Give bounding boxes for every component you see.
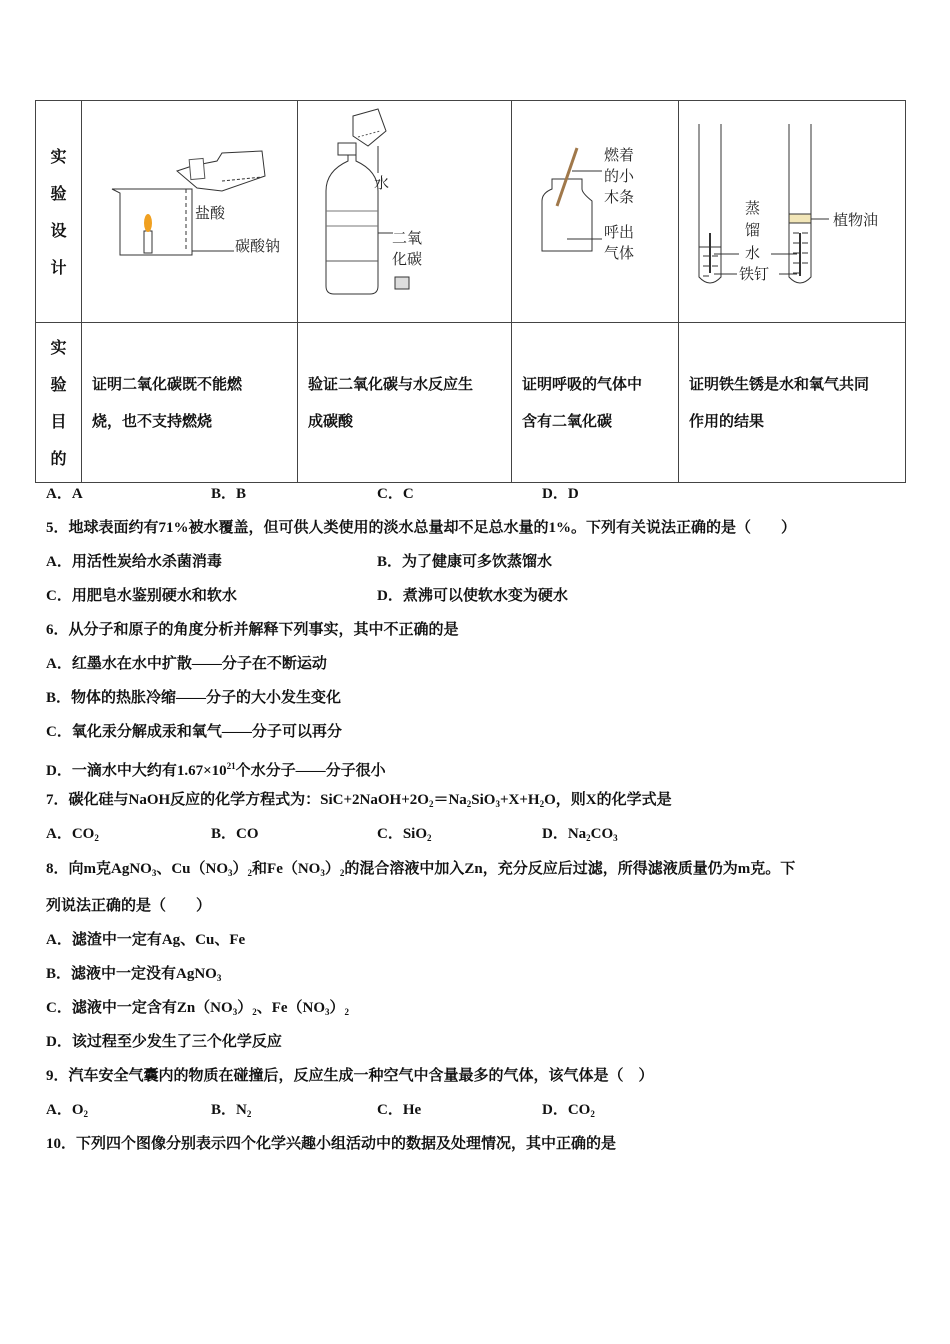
figure-breath-bottle [512,101,679,323]
subscript-text: 2 [252,1007,257,1017]
header-char: 设 [50,220,67,240]
text-segment: 、Fe（NO [256,1000,326,1016]
subscript-text: 2 [344,1007,350,1017]
q6-option-a[interactable] [46,654,327,674]
purpose-d [679,323,906,483]
q5-stem [46,518,796,538]
q5-option-a[interactable] [46,552,222,572]
label-iron-nail: 铁钉 [739,265,770,283]
subscript-text: 3 [613,833,618,843]
header-char: 的 [50,448,67,468]
purpose-b [298,323,512,483]
text-segment: D．D [542,486,579,502]
text-segment: B．滤液中一定没有AgNO [46,966,217,982]
subscript-text: 3 [216,973,222,983]
text-segment: C．C [377,486,414,502]
q9-option-d[interactable] [542,1100,595,1124]
subscript-text: 2 [586,833,591,843]
purpose-line: 烧，也不支持燃烧 [92,411,213,430]
text-segment: CO [590,826,614,842]
experiment-table [35,100,906,483]
q8-option-c[interactable] [46,998,349,1022]
q6-option-d[interactable] [46,756,386,781]
text-segment: 、Cu（NO [156,861,229,877]
figure-candle-beaker [82,101,298,323]
q8-option-a[interactable] [46,930,245,950]
text-segment: 的混合溶液中加入Zn，充分反应后过滤，所得滤液质量仍为m克。下 [344,861,796,877]
text-segment: A．O [46,1102,84,1118]
subscript-text: 2 [427,833,432,843]
text-segment: D．该过程至少发生了三个化学反应 [46,1034,282,1050]
text-segment: B．B [211,486,247,502]
purpose-line: 作用的结果 [689,411,765,430]
breath-bottle-drawing [512,101,678,323]
q9-stem [46,1066,654,1086]
row-header-design [36,101,82,323]
text-segment: 7．碳化硅与NaOH反应的化学方程式为：SiC+2NaOH+2O [46,792,429,808]
text-segment: ） [232,861,248,877]
text-segment: ） [329,1000,345,1016]
text-segment: D．一滴水中大约有1.67×10 [46,763,227,779]
candle-beaker-drawing [82,101,297,323]
text-segment: 和Fe（NO [252,861,321,877]
text-segment: D．CO [542,1102,591,1118]
subscript-text: 3 [232,1007,238,1017]
label-water: 水 [374,174,390,192]
q5-option-d[interactable] [377,586,568,606]
label-distilled-1: 蒸 [745,199,761,217]
purpose-line: 验证二氧化碳与水反应生 [308,374,474,393]
text-segment: A．用活性炭给水杀菌消毒 [46,554,222,570]
subscript-text: 2 [94,833,99,843]
q9-option-b[interactable] [211,1100,251,1124]
q6-option-b[interactable] [46,688,341,708]
q4-option-d[interactable] [542,484,579,504]
q4-option-a[interactable] [46,484,83,504]
header-char: 计 [50,257,67,277]
figure-co2-bottle [298,101,512,323]
q7-option-c[interactable] [377,824,432,848]
text-segment: B．为了健康可多饮蒸馏水 [377,554,553,570]
subscript-text: 2 [246,1109,252,1119]
text-segment: D．煮沸可以使软水变为硬水 [377,588,568,604]
header-char: 实 [50,337,67,357]
q5-option-c[interactable] [46,586,237,606]
subscript-text: 2 [247,868,253,878]
label-exhaled-gas-2: 气体 [604,244,635,262]
text-segment: A．红墨水在水中扩散——分子在不断运动 [46,656,327,672]
purpose-a [82,323,298,483]
subscript-text: 3 [495,799,500,809]
header-char: 验 [50,374,67,394]
label-distilled-2: 馏 [745,221,761,239]
subscript-text: 2 [590,1109,595,1119]
text-segment: ） [237,1000,253,1016]
subscript-text: 3 [151,868,157,878]
figure-iron-rust-tubes [679,101,906,323]
subscript-text: 3 [228,868,233,878]
text-segment: B．CO [211,826,259,842]
text-segment: C．氧化汞分解成汞和氧气——分子可以再分 [46,724,342,740]
q8-option-d[interactable] [46,1032,282,1052]
text-segment: 个水分子——分子很小 [235,763,386,779]
text-segment: A．滤渣中一定有Ag、Cu、Fe [46,932,246,948]
text-segment: A．CO [46,826,95,842]
q7-option-d[interactable] [542,824,618,848]
label-hydrochloric-acid: 盐酸 [195,204,226,222]
label-burning-stick-1: 燃着 [604,146,635,164]
text-segment: C．滤液中一定含有Zn（NO [46,1000,233,1016]
label-co2-line2: 化碳 [392,250,423,268]
q6-option-c[interactable] [46,722,342,742]
label-sodium-carbonate: 碳酸钠 [235,237,281,255]
co2-bottle-drawing [298,101,511,323]
q10-stem [46,1134,616,1154]
text-segment: 9．汽车安全气囊内的物质在碰撞后，反应生成一种空气中含量最多的气体，该气体是（ ） [46,1068,654,1084]
text-segment: D．Na [542,826,587,842]
subscript-text: 2 [539,799,545,809]
text-segment: 6．从分子和原子的角度分析并解释下列事实，其中不正确的是 [46,622,459,638]
purpose-c [512,323,679,483]
q7-stem [46,790,672,814]
q4-option-b[interactable] [211,484,246,504]
text-segment: 列说法正确的是（ ） [46,898,212,914]
q9-option-c[interactable] [377,1100,421,1120]
label-burning-stick-2: 的小 [604,167,635,185]
subscript-text: 2 [466,799,472,809]
header-char: 验 [50,183,67,203]
label-burning-stick-3: 木条 [604,188,635,206]
q7-option-b[interactable] [211,824,259,844]
text-segment: ） [324,861,340,877]
text-segment: C．用肥皂水鉴别硬水和软水 [46,588,237,604]
q7-option-a[interactable] [46,824,99,848]
text-segment: C．He [377,1102,422,1118]
q8-stem-line1 [46,859,795,883]
text-segment: 5．地球表面约有71%被水覆盖，但可供人类使用的淡水总量却不足总水量的1%。下列有关说法正确的是（ ） [46,520,797,536]
text-segment: +X+H [499,792,540,808]
subscript-text: 3 [320,868,325,878]
subscript-text: 2 [83,1109,89,1119]
label-exhaled-gas-1: 呼出 [604,223,635,241]
text-segment: 8．向m克AgNO [46,861,152,877]
text-segment: B．N [211,1102,247,1118]
text-segment: C．SiO [377,826,428,842]
text-segment: A．A [46,486,83,502]
q6-stem [46,620,459,640]
text-segment: 10．下列四个图像分别表示四个化学兴趣小组活动中的数据及处理情况，其中正确的是 [46,1136,617,1152]
text-segment: B．物体的热胀冷缩——分子的大小发生变化 [46,690,342,706]
purpose-line: 成碳酸 [308,411,354,430]
q8-stem-line2 [46,896,211,916]
q8-option-b[interactable] [46,964,221,988]
q9-option-a[interactable] [46,1100,88,1124]
row-header-purpose [36,323,82,483]
purpose-line: 含有二氧化碳 [522,411,613,430]
purpose-line: 证明二氧化碳既不能燃 [92,374,243,393]
subscript-text: 3 [325,1007,330,1017]
label-vegetable-oil: 植物油 [833,211,879,229]
subscript-text: 2 [339,868,345,878]
header-char: 目 [50,411,67,431]
label-distilled-3: 水 [745,244,761,262]
text-segment: SiO [471,792,496,808]
header-char: 实 [50,146,67,166]
label-co2-line1: 二氧 [392,229,423,247]
purpose-line: 证明呼吸的气体中 [522,374,643,393]
q5-option-b[interactable] [377,552,552,572]
supscript-text: 21 [226,761,236,771]
subscript-text: 2 [428,799,434,809]
q4-option-c[interactable] [377,484,414,504]
text-segment: O，则X的化学式是 [544,792,672,808]
text-segment: ＝Na [433,792,467,808]
purpose-line: 证明铁生锈是水和氧气共同 [689,374,870,393]
